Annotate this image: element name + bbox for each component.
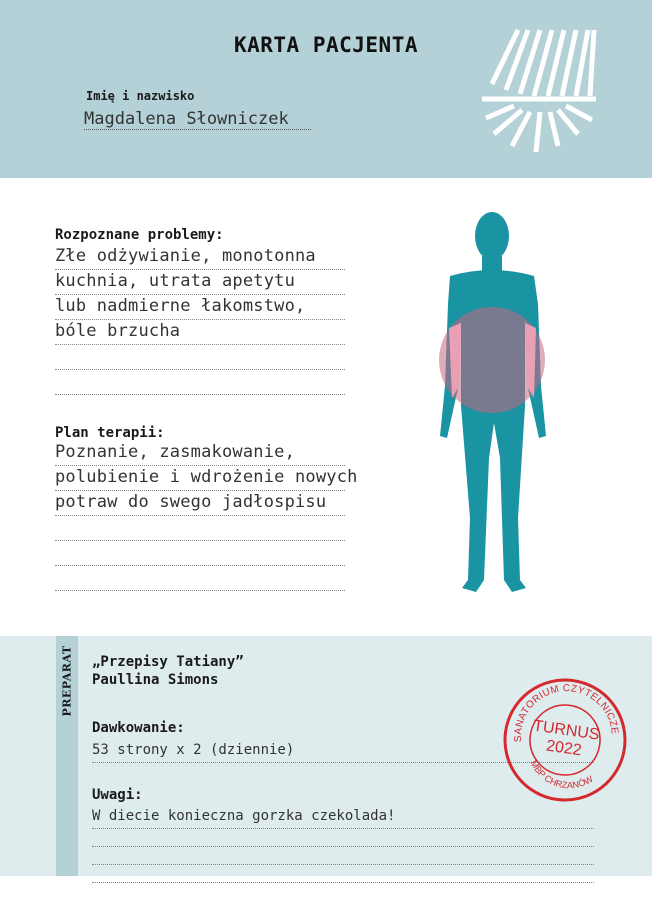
- therapy-line: Poznanie, zasmakowanie,: [55, 441, 345, 466]
- notes-line: [92, 847, 594, 865]
- name-value: Magdalena Słowniczek: [84, 109, 311, 130]
- stamp-center-line1: TURNUS: [532, 717, 601, 744]
- preparat-side-label: PREPARAT: [60, 645, 74, 717]
- therapy-lines: [55, 441, 358, 591]
- problems-lines: [55, 245, 345, 395]
- problems-line: bóle brzucha: [55, 320, 345, 345]
- problems-line: [55, 345, 345, 370]
- book-author: Paullina Simons: [92, 672, 219, 688]
- stamp-bottom-text: MBP CHRZANÓW: [528, 758, 595, 791]
- therapy-line: [55, 516, 345, 541]
- stamp-top-text: SANATORIUM CZYTELNICZE: [512, 683, 620, 743]
- therapy-line: [55, 566, 345, 591]
- stamp-center-line2: 2022: [545, 737, 583, 760]
- therapy-line: polubienie i wdrożenie nowych: [55, 466, 345, 491]
- notes-line: W diecie konieczna gorzka czekolada!: [92, 806, 594, 829]
- therapy-line: [55, 541, 345, 566]
- name-label: Imię i nazwisko: [86, 89, 195, 103]
- sunrise-book-icon: [480, 26, 600, 158]
- notes-line: [92, 865, 594, 883]
- dosage-value: 53 strony x 2 (dziennie): [92, 740, 594, 763]
- notes-lines: [92, 806, 594, 883]
- dosage-label: Dawkowanie:: [92, 720, 185, 736]
- sanatorium-stamp: [500, 675, 630, 805]
- page-title: KARTA PACJENTA: [233, 33, 418, 57]
- book-title: „Przepisy Tatiany”: [92, 654, 244, 670]
- problems-label: Rozpoznane problemy:: [55, 227, 224, 243]
- problems-line: Złe odżywianie, monotonna: [55, 245, 345, 270]
- problems-line: kuchnia, utrata apetytu: [55, 270, 345, 295]
- notes-line: [92, 829, 594, 847]
- human-body-icon: [428, 208, 558, 593]
- therapy-label: Plan terapii:: [55, 425, 165, 441]
- notes-label: Uwagi:: [92, 787, 143, 803]
- therapy-line: potraw do swego jadłospisu: [55, 491, 345, 516]
- problems-line: [55, 370, 345, 395]
- svg-text:MBP CHRZANÓW: [526, 758, 598, 795]
- problems-line: lub nadmierne łakomstwo,: [55, 295, 345, 320]
